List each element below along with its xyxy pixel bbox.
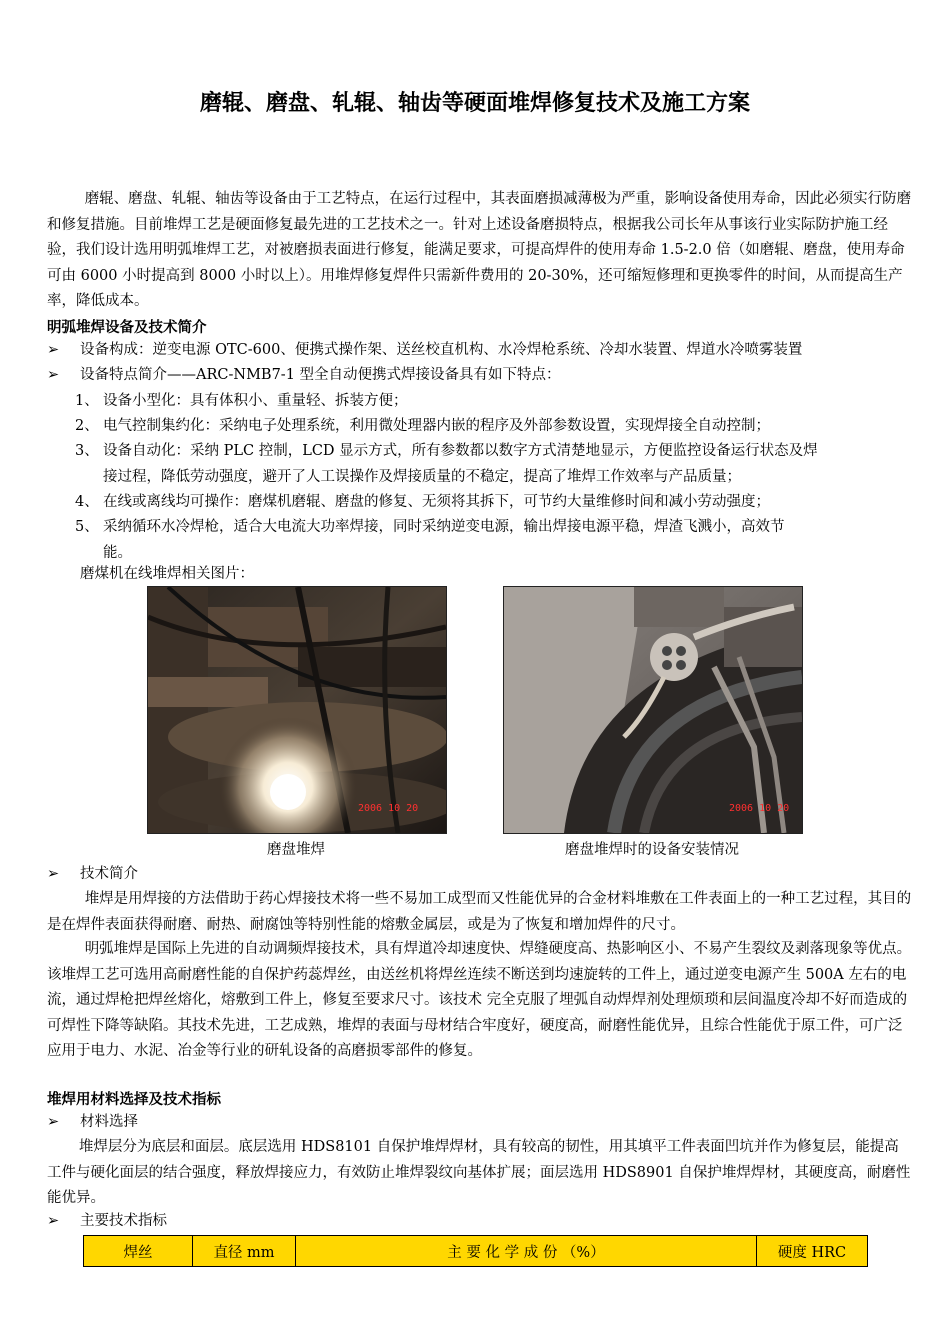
photo-caption-2: 磨盘堆焊时的设备安装情况 <box>565 842 739 858</box>
feature-text: 在线或离线均可操作：磨煤机磨辊、磨盘的修复、无须将其拆下，可节约大量维修时间和减小劳动强度； <box>103 494 770 510</box>
photos-label: 磨煤机在线堆焊相关图片： <box>80 566 254 582</box>
feature-text: 设备小型化：具有体积小、重量轻、拆装方便； <box>103 393 408 409</box>
material-paragraph: 堆焊层分为底层和面层。底层选用 HDS8101 自保护堆焊焊材，具有较高的韧性，用其填平工件表面凹坑并作为修复层，能提高工件与硬化面层的结合强度，释放焊接应力，有效防止堆焊裂纹向基体扩展；面层选用 HDS8901 自保护堆焊焊材，其硬度高，耐磨性能优异。 <box>47 1139 911 1206</box>
bullet-equipment-features <box>47 363 913 388</box>
photo-date-stamp: 2006 10 20 <box>729 803 790 814</box>
bullet-text: 设备特点简介——ARC-NMB7-1 型全自动便携式焊接设备具有如下特点： <box>80 367 561 383</box>
tech-paragraph-2: 明弧堆焊是国际上先进的自动调频焊接技术，具有焊道冷却速度快、焊缝硬度高、热影响区小、不易产生裂纹及剥落现象等优点。该堆焊工艺可选用高耐磨性能的自保护药蕊焊丝，由送丝机将焊丝连续不断送到均速旋转的工件上，通过逆变电源产生 500A 左右的电流，通过焊枪把焊丝熔化，熔敷到工件上，修复至要求尺寸。该技术 完全克服了埋弧自动焊焊剂处理烦琐和层间温度冷却不好而造成的可焊性下降等缺陷。其技术先进，工艺成熟，堆焊的表面与母材结合牢度好，硬度高，耐磨性能优异，且综合性能优于原工件，可广泛应用于电力、水泥、冶金等行业的研轧设备的高磨损零部件的修复。 <box>47 941 912 1059</box>
header-composition: 主 要 化 学 成 份 （%） <box>296 1236 757 1267</box>
bullet-arrow-icon: ➢ <box>47 342 60 358</box>
bullet-tech-intro <box>47 862 913 887</box>
bullet-arrow-icon: ➢ <box>47 1213 60 1229</box>
photo-caption-1: 磨盘堆焊 <box>267 842 325 858</box>
section-heading-equipment: 明弧堆焊设备及技术简介 <box>47 320 207 336</box>
feature-number: 2、 <box>75 418 99 434</box>
feature-item-5 <box>75 515 913 566</box>
bullet-text: 主要技术指标 <box>80 1213 167 1229</box>
feature-number: 5、 <box>75 519 99 535</box>
bullet-text: 材料选择 <box>80 1114 138 1130</box>
feature-text-continued: 能。 <box>103 544 132 561</box>
feature-number: 3、 <box>75 443 99 459</box>
header-hardness: 硬度 HRC <box>757 1236 868 1267</box>
section-heading-materials: 堆焊用材料选择及技术指标 <box>47 1092 221 1108</box>
feature-text: 设备自动化：采纳 PLC 控制，LCD 显示方式，所有参数都以数字方式清楚地显示，方便监控设备运行状态及焊 <box>103 443 818 459</box>
spec-table <box>83 1235 868 1267</box>
bullet-text: 技术简介 <box>80 866 138 882</box>
bullet-arrow-icon: ➢ <box>47 367 60 383</box>
intro-paragraph: 磨辊、磨盘、轧辊、轴齿等设备由于工艺特点，在运行过程中，其表面磨损减薄极为严重，影响设备使用寿命，因此必须实行防磨和修复措施。目前堆焊工艺是硬面修复最先进的工艺技术之一。针对上述设备磨损特点，根据我公司长年从事该行业实际防护施工经验，我们设计选用明弧堆焊工艺，对被磨损表面进行修复，能满足要求，可提高焊件的使用寿命 1.5-2.0 倍（如磨辊、磨盘，使用寿命可由 6000 小时提高到 8000 小时以上）。用堆焊修复焊件只需新件费用的 20-30%，还可缩短修理和更换零件的时间，从而提高生产率，降低成本。 <box>47 191 912 309</box>
photo-date-stamp: 2006 10 20 <box>358 803 419 814</box>
header-diameter: 直径 mm <box>193 1236 296 1267</box>
bullet-equipment-composition <box>47 338 913 363</box>
bullet-main-specs <box>47 1209 913 1234</box>
feature-item-2 <box>75 414 913 440</box>
feature-text-continued: 接过程，降低劳动强度，避开了人工误操作及焊接质量的不稳定，提高了堆焊工作效率与产品质量； <box>103 468 741 485</box>
feature-text: 电气控制集约化：采纳电子处理系统，利用微处理器内嵌的程序及外部参数设置，实现焊接全自动控制； <box>103 418 770 434</box>
bullet-text: 设备构成：逆变电源 OTC-600、便携式操作架、送丝校直机构、水冷焊枪系统、冷却水装置、焊道水冷喷雾装置 <box>80 342 803 358</box>
header-wire: 焊丝 <box>84 1236 193 1267</box>
feature-item-4 <box>75 490 913 516</box>
bullet-arrow-icon: ➢ <box>47 866 60 882</box>
feature-number: 1、 <box>75 393 99 409</box>
feature-item-3 <box>75 439 913 490</box>
spec-table-header-row <box>84 1236 868 1267</box>
document-title: 磨辊、磨盘、轧辊、轴齿等硬面堆焊修复技术及施工方案 <box>199 91 750 116</box>
bullet-material-selection <box>47 1110 913 1135</box>
bullet-arrow-icon: ➢ <box>47 1114 60 1130</box>
feature-item-1 <box>75 389 913 415</box>
feature-number: 4、 <box>75 494 99 510</box>
feature-text: 采纳循环水冷焊枪，适合大电流大功率焊接，同时采纳逆变电源，输出焊接电源平稳，焊渣飞溅小，高效节 <box>103 519 785 535</box>
tech-paragraph-1: 堆焊是用焊接的方法借助于药心焊接技术将一些不易加工成型而又性能优异的合金材料堆敷在工件表面上的一种工艺过程，其目的是在焊件表面获得耐磨、耐热、耐腐蚀等特别性能的熔敷金属层，或是为了恢复和增加焊件的尺寸。 <box>47 891 912 933</box>
photo-equipment-installation <box>503 586 803 834</box>
photo-disc-welding <box>147 586 447 834</box>
